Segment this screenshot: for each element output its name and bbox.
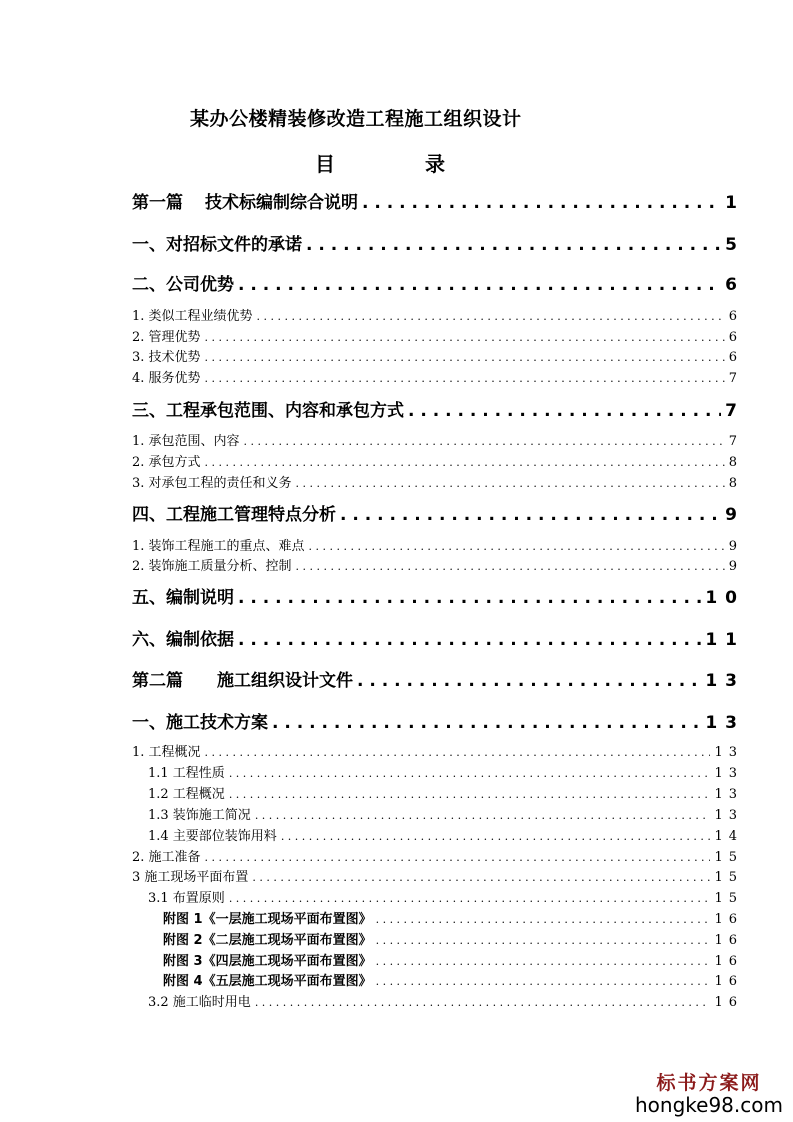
toc-entry[interactable] <box>132 396 745 421</box>
toc-page-number: 6 <box>728 309 743 324</box>
toc-entry[interactable] <box>148 991 743 1010</box>
toc-page-number: 9 <box>725 505 745 525</box>
toc-entry[interactable] <box>148 887 743 906</box>
toc-page-number: 6 <box>725 275 745 295</box>
toc-entry[interactable] <box>132 188 745 213</box>
toc-page-number: 5 <box>725 235 745 255</box>
toc-leader-dots <box>296 477 725 490</box>
toc-label: 1. 类似工程业绩优势 <box>132 309 253 324</box>
toc-leader-dots <box>306 235 721 255</box>
toc-leader-dots <box>238 588 701 608</box>
toc-page-number: 15 <box>714 850 743 865</box>
toc-leader-dots <box>229 767 711 780</box>
toc-label: 4. 服务优势 <box>132 371 201 386</box>
toc-entry[interactable] <box>132 472 743 491</box>
toc-entry[interactable] <box>148 825 743 844</box>
toc-entry[interactable] <box>132 230 745 255</box>
toc-label: 1.1 工程性质 <box>148 766 225 781</box>
toc-entry[interactable] <box>132 270 745 295</box>
toc-label: 六、编制依据 <box>132 630 234 650</box>
toc-leader-dots <box>257 310 725 323</box>
toc-entry[interactable] <box>163 908 743 927</box>
toc-label: 2. 装饰施工质量分析、控制 <box>132 559 292 574</box>
toc-label: 2. 承包方式 <box>132 455 201 470</box>
toc-page-number: 13 <box>714 766 743 781</box>
toc-page-number: 14 <box>714 829 743 844</box>
toc-leader-dots <box>229 892 711 905</box>
toc-entry[interactable] <box>132 866 743 885</box>
toc-page-number: 15 <box>714 891 743 906</box>
toc-page-number: 1 <box>725 193 745 213</box>
toc-page-number: 13 <box>705 713 745 733</box>
toc-label: 3.2 施工临时用电 <box>148 995 251 1010</box>
toc-entry[interactable] <box>132 430 743 449</box>
toc-leader-dots <box>205 351 725 364</box>
toc-entry[interactable] <box>163 970 743 989</box>
toc-entry[interactable] <box>132 346 743 365</box>
toc-leader-dots <box>205 372 725 385</box>
toc-label: 第二篇 施工组织设计文件 <box>132 671 353 691</box>
toc-label: 2. 管理优势 <box>132 330 201 345</box>
toc-leader-dots <box>362 193 721 213</box>
toc-label: 2. 施工准备 <box>132 850 201 865</box>
toc-page-number: 7 <box>725 401 745 421</box>
toc-entry[interactable] <box>132 451 743 470</box>
toc-entry[interactable] <box>132 708 745 733</box>
toc-page-number: 13 <box>714 808 743 823</box>
toc-leader-dots <box>357 671 701 691</box>
toc-page-number: 13 <box>714 787 743 802</box>
toc-entry[interactable] <box>132 583 745 608</box>
toc-entry[interactable] <box>132 326 743 345</box>
toc-label: 三、工程承包范围、内容和承包方式 <box>132 401 404 421</box>
document-title: 某办公楼精装修改造工程施工组织设计 <box>190 108 522 130</box>
toc-leader-dots <box>252 871 710 884</box>
toc-label: 五、编制说明 <box>132 588 234 608</box>
toc-label: 1. 工程概况 <box>132 745 201 760</box>
toc-entry[interactable] <box>132 625 745 650</box>
toc-heading <box>315 148 445 177</box>
toc-leader-dots <box>376 975 711 988</box>
toc-label: 1. 承包范围、内容 <box>132 434 240 449</box>
toc-label: 3. 技术优势 <box>132 350 201 365</box>
toc-leader-dots <box>272 713 701 733</box>
toc-leader-dots <box>205 331 725 344</box>
toc-leader-dots <box>376 934 711 947</box>
toc-leader-dots <box>205 746 711 759</box>
toc-label: 一、施工技术方案 <box>132 713 268 733</box>
toc-label: 一、对招标文件的承诺 <box>132 235 302 255</box>
toc-leader-dots <box>205 851 711 864</box>
toc-label: 1.4 主要部位装饰用料 <box>148 829 277 844</box>
toc-page-number: 16 <box>714 912 743 927</box>
toc-leader-dots <box>255 809 711 822</box>
toc-page-number: 7 <box>728 371 743 386</box>
toc-page-number: 16 <box>714 974 743 989</box>
toc-label: 3.1 布置原则 <box>148 891 225 906</box>
watermark-url: hongke98.com <box>635 1093 783 1117</box>
toc-entry[interactable] <box>132 367 743 386</box>
toc-page-number: 8 <box>728 455 743 470</box>
toc-entry[interactable] <box>132 846 743 865</box>
toc-entry[interactable] <box>132 535 743 554</box>
toc-label: 第一篇 技术标编制综合说明 <box>132 193 358 213</box>
toc-label: 1.2 工程概况 <box>148 787 225 802</box>
toc-leader-dots <box>376 955 711 968</box>
watermark <box>625 1068 793 1117</box>
toc-leader-dots <box>340 505 721 525</box>
toc-page-number: 7 <box>728 434 743 449</box>
toc-label: 附图 4《五层施工现场平面布置图》 <box>163 974 372 989</box>
toc-page-number: 8 <box>728 476 743 491</box>
toc-entry[interactable] <box>132 666 745 691</box>
toc-page-number: 15 <box>714 870 743 885</box>
toc-leader-dots <box>281 830 711 843</box>
toc-label: 3. 对承包工程的责任和义务 <box>132 476 292 491</box>
toc-entry[interactable] <box>163 929 743 948</box>
toc-page-number: 9 <box>728 559 743 574</box>
toc-entry[interactable] <box>148 783 743 802</box>
toc-leader-dots <box>296 560 725 573</box>
toc-heading-char-2: 录 <box>425 152 445 176</box>
toc-page-number: 13 <box>705 671 745 691</box>
toc-page-number: 16 <box>714 995 743 1010</box>
toc-entry[interactable] <box>132 555 743 574</box>
toc-leader-dots <box>205 456 725 469</box>
toc-label: 附图 2《二层施工现场平面布置图》 <box>163 933 372 948</box>
toc-leader-dots <box>255 996 711 1009</box>
toc-heading-char-1: 目 <box>315 152 335 176</box>
toc-label: 附图 3《四层施工现场平面布置图》 <box>163 954 372 969</box>
toc-leader-dots <box>309 540 725 553</box>
toc-page-number: 16 <box>714 954 743 969</box>
toc-label: 1.3 装饰施工简况 <box>148 808 251 823</box>
toc-page-number: 16 <box>714 933 743 948</box>
toc-entry[interactable] <box>132 741 743 760</box>
toc-page-number: 6 <box>728 330 743 345</box>
toc-page-number: 11 <box>705 630 745 650</box>
toc-leader-dots <box>238 630 701 650</box>
toc-leader-dots <box>238 275 721 295</box>
toc-label: 3 施工现场平面布置 <box>132 870 249 885</box>
toc-leader-dots <box>376 913 711 926</box>
toc-label: 四、工程施工管理特点分析 <box>132 505 336 525</box>
toc-label: 二、公司优势 <box>132 275 234 295</box>
toc-entry[interactable] <box>132 305 743 324</box>
toc-entry[interactable] <box>163 950 743 969</box>
toc-leader-dots <box>244 435 725 448</box>
toc-entry[interactable] <box>132 500 745 525</box>
toc-entry[interactable] <box>148 804 743 823</box>
toc-page-number: 13 <box>714 745 743 760</box>
toc-page-number: 10 <box>705 588 745 608</box>
toc-leader-dots <box>408 401 721 421</box>
toc-label: 附图 1《一层施工现场平面布置图》 <box>163 912 372 927</box>
watermark-name: 标书方案网 <box>656 1072 762 1094</box>
toc-label: 1. 装饰工程施工的重点、难点 <box>132 539 305 554</box>
toc-page-number: 9 <box>728 539 743 554</box>
toc-page-number: 6 <box>728 350 743 365</box>
toc-entry[interactable] <box>148 762 743 781</box>
toc-leader-dots <box>229 788 711 801</box>
